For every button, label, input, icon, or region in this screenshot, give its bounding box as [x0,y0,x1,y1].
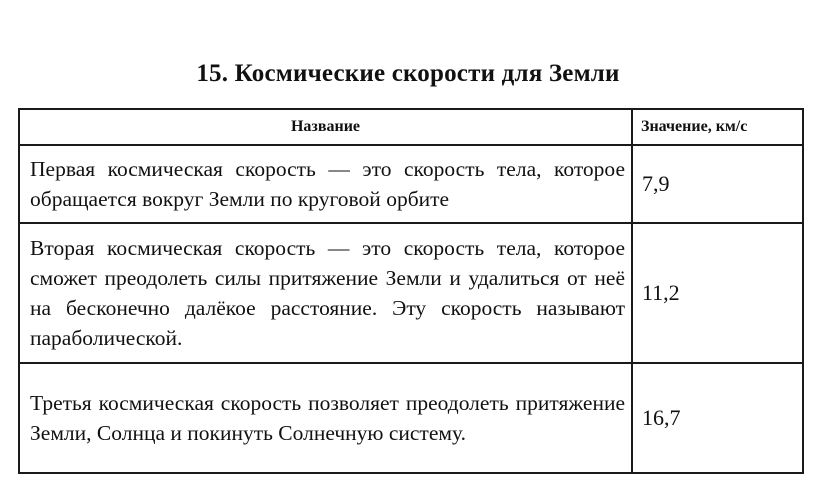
page-title: 15. Космические скорости для Земли [196,60,620,87]
row-value: 11,2 [632,223,803,363]
cosmic-velocities-table [18,108,804,474]
header-value: Значение, км/с [632,109,803,145]
row-description: Третья космическая скорость позволяет преодолеть притяжение Земли, Солнца и покинуть Солнечную систему. [19,363,632,473]
header-name: Название [19,109,632,145]
row-description: Вторая космическая скорость — это скорость тела, которое сможет преодолеть силы притяжение Земли и удалиться от неё на бесконечно далёкое расстояние. Эту скорость называют параболической. [19,223,632,363]
table-row [19,223,803,363]
table-row [19,145,803,223]
table-header-row [19,109,803,145]
row-value: 7,9 [632,145,803,223]
row-value: 16,7 [632,363,803,473]
table-row [19,363,803,473]
row-description: Первая космическая скорость — это скорость тела, которое обращается вокруг Земли по круговой орбите [19,145,632,223]
